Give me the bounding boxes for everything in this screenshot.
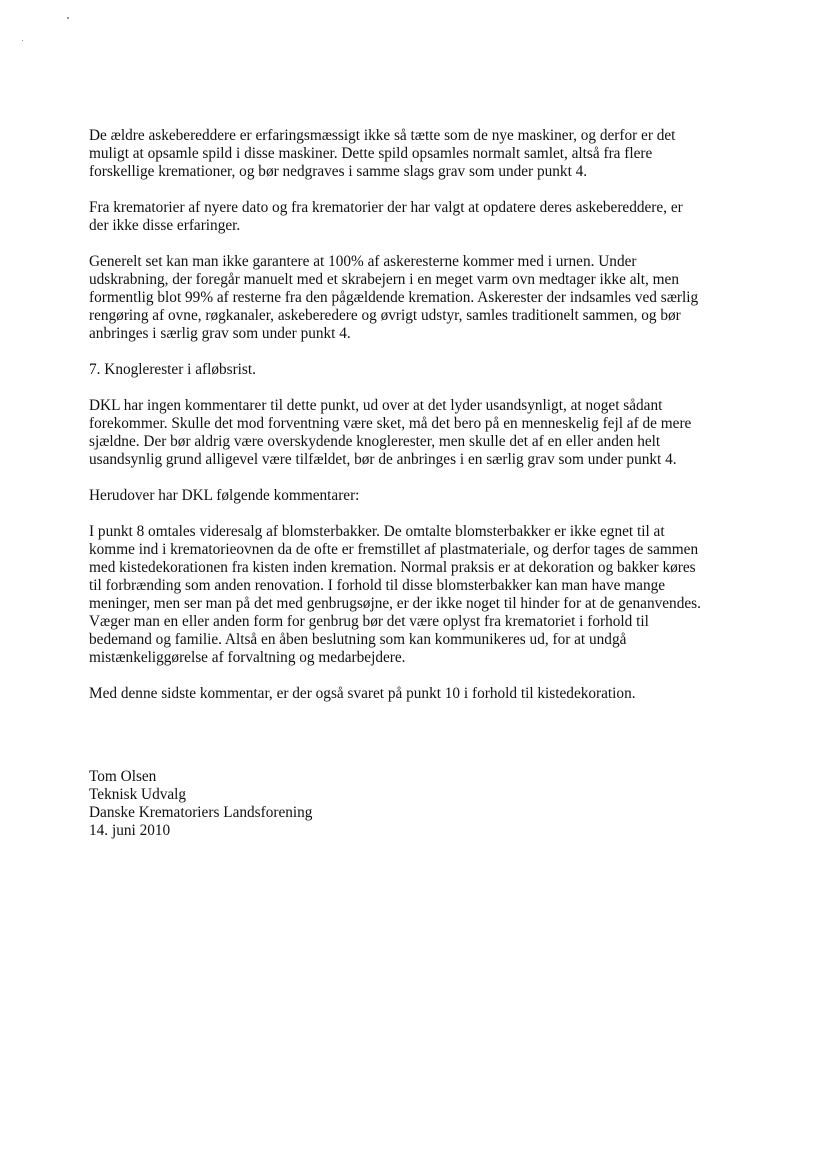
text-line: 7. Knoglerester i afløbsrist. bbox=[89, 361, 256, 378]
text-line: Herudover har DKL følgende kommentarer: bbox=[89, 487, 360, 504]
letter-body bbox=[89, 127, 729, 721]
text-line: forekommer. Skulle det mod forventning være sket, må det bero på en menneskelig fejl af de mere bbox=[89, 415, 692, 432]
paragraph-sidste-kommentar bbox=[89, 685, 729, 703]
text-line: De ældre askebereddere er erfaringsmæssigt ikke så tætte som de nye maskiner, og derfor er det bbox=[89, 127, 676, 144]
text-line: meninger, men ser man på det med genbrugsøjne, er der ikke noget til hinder for at de genanvendes. bbox=[89, 595, 701, 612]
signature-date: 14. juni 2010 bbox=[89, 822, 171, 839]
text-line: rengøring af ovne, røgkanaler, askeberedere og øvrigt udstyr, samles traditionelt sammen, og bør bbox=[89, 307, 681, 324]
signature-name: Tom Olsen bbox=[89, 768, 157, 785]
scan-speck bbox=[67, 17, 69, 19]
signature-committee: Teknisk Udvalg bbox=[89, 786, 187, 803]
paragraph-blomsterbakker bbox=[89, 523, 729, 667]
text-line: Fra krematorier af nyere dato og fra krematorier der har valgt at opdatere deres askebereddere, er bbox=[89, 199, 683, 216]
text-line: I punkt 8 omtales videresalg af blomsterbakker. De omtalte blomsterbakker er ikke egnet til at bbox=[89, 523, 665, 540]
text-line: Væger man en eller anden form for genbrug bør det være oplyst fra krematoriet i forhold til bbox=[89, 613, 649, 630]
text-line: DKL har ingen kommentarer til dette punkt, ud over at det lyder usandsynligt, at noget sådant bbox=[89, 397, 663, 414]
section-heading-knoglerester bbox=[89, 361, 729, 379]
text-line: med kistedekorationen fra kisten inden kremation. Normal praksis er at dekoration og bakker køres bbox=[89, 559, 696, 576]
text-line: Med denne sidste kommentar, er der også svaret på punkt 10 i forhold til kistedekoration. bbox=[89, 685, 636, 702]
paragraph-herudover bbox=[89, 487, 729, 505]
paragraph-askerester bbox=[89, 253, 729, 343]
scan-speck bbox=[22, 40, 23, 41]
text-line: udskrabning, der foregår manuelt med et skrabejern i en meget varm ovn medtager ikke alt, men bbox=[89, 271, 679, 288]
text-line: usandsynlig grund alligevel være tilfældet, bør de anbringes i en særlig grav som under punkt 4. bbox=[89, 451, 677, 468]
text-line: der ikke disse erfaringer. bbox=[89, 217, 241, 234]
text-line: anbringes i særlig grav som under punkt 4. bbox=[89, 325, 351, 342]
text-line: forskellige kremationer, og bør nedgraves i samme slags grav som under punkt 4. bbox=[89, 163, 588, 180]
text-line: sjældne. Der bør aldrig være overskydende knoglerester, men skulle det af en eller anden helt bbox=[89, 433, 661, 450]
text-line: bedemand og familie. Altså en åben beslutning som kan kommunikeres ud, for at undgå bbox=[89, 631, 627, 648]
text-line: til forbrænding som anden renovation. I forhold til disse blomsterbakker kan man have mange bbox=[89, 577, 666, 594]
text-line: muligt at opsamle spild i disse maskiner. Dette spild opsamles normalt samlet, altså fra flere bbox=[89, 145, 653, 162]
text-line: komme ind i krematorieovnen da de ofte er fremstillet af plastmateriale, og derfor tages de sammen bbox=[89, 541, 699, 558]
paragraph-askebereddere bbox=[89, 127, 729, 181]
text-line: mistænkeliggørelse af forvaltning og medarbejdere. bbox=[89, 649, 406, 666]
paragraph-dkl-kommentar bbox=[89, 397, 729, 469]
signature-organization: Danske Krematoriers Landsforening bbox=[89, 804, 313, 821]
text-line: formentlig blot 99% af resterne fra den pågældende kremation. Askerester der indsamles ved særlig bbox=[89, 289, 699, 306]
paragraph-nyere-krematorier bbox=[89, 199, 729, 235]
signature-block bbox=[89, 768, 312, 840]
text-line: Generelt set kan man ikke garantere at 100% af askeresterne kommer med i urnen. Under bbox=[89, 253, 637, 270]
